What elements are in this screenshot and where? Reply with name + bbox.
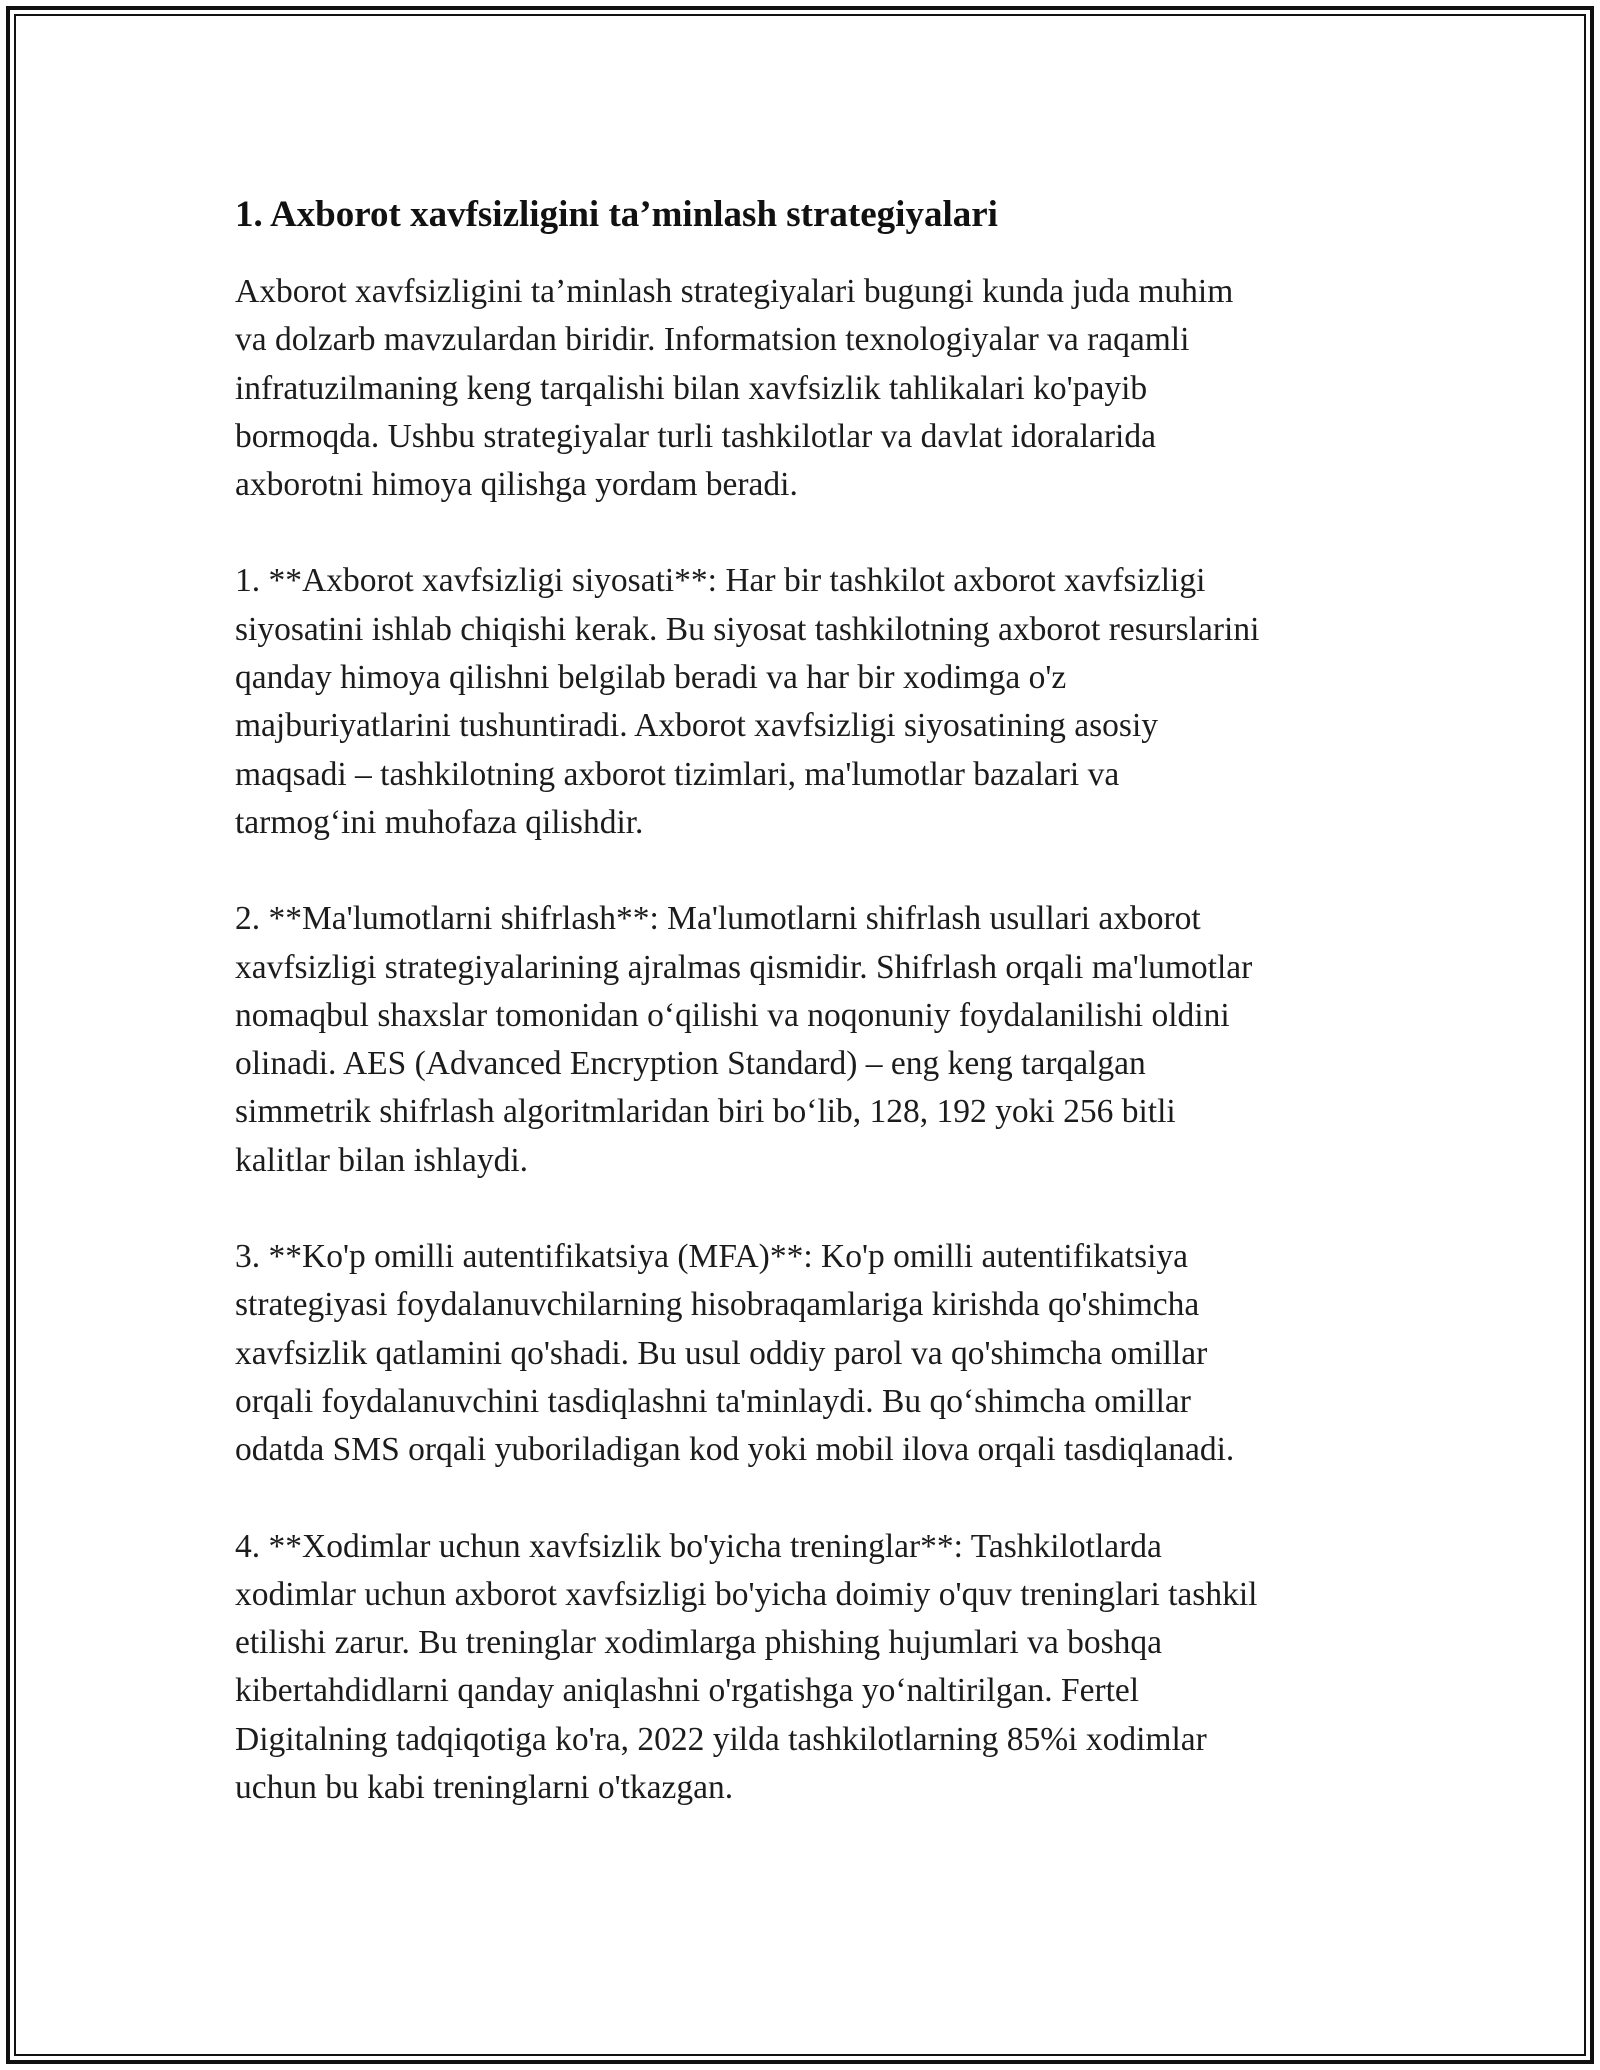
paragraph-security-policy: 1. **Axborot xavfsizligi siyosati**: Har bir tashkilot axborot xavfsizligi siyosatini ishlab chiqishi kerak. Bu siyosat tashkilotning axborot resurslarini qanday himoya qilishni belgilab beradi va har bir xodimga o'z majburiyatlarini tushuntiradi. Axborot xavfsizligi siyosatining asosiy maqsadi – tashkilotning axborot tizimlari, ma'lumotlar bazalari va tarmog‘ini muhofaza qilishdir. xyxy=(235,562,1260,841)
paragraph-data-encryption: 2. **Ma'lumotlarni shifrlash**: Ma'lumotlarni shifrlash usullari axborot xavfsizligi strategiyalarining ajralmas qismidir. Shifrlash orqali ma'lumotlar nomaqbul shaxslar tomonidan o‘qilishi va noqonuniy foydalanilishi oldini olinadi. AES (Advanced Encryption Standard) – eng keng tarqalgan simmetrik shifrlash algoritmlaridan biri bo‘lib, 128, 192 yoki 256 bitli kalitlar bilan ishlaydi. xyxy=(235,900,1253,1179)
paragraph-mfa: 3. **Ko'p omilli autentifikatsiya (MFA)**: Ko'p omilli autentifikatsiya strategiyasi foydalanuvchilarning hisobraqamlariga kirishda qo'shimcha xavfsizlik qatlamini qo'shadi. Bu usul oddiy parol va qo'shimcha omillar orqali foydalanuvchini tasdiqlashni ta'minlaydi. Bu qo‘shimcha omillar odatda SMS orqali yuboriladigan kod yoki mobil ilova orqali tasdiqlanadi. xyxy=(235,1238,1235,1469)
paragraph-staff-training: 4. **Xodimlar uchun xavfsizlik bo'yicha treninglar**: Tashkilotlarda xodimlar uchun axborot xavfsizligi bo'yicha doimiy o'quv treninglari tashkil etilishi zarur. Bu treninglar xodimlarga phishing hujumlari va boshqa kibertahdidlarni qanday aniqlashni o'rgatishga yo‘naltirilgan. Fertel Digitalning tadqiqotiga ko'ra, 2022 yilda tashkilotlarning 85%i xodimlar uchun bu kabi treninglarni o'tkazgan. xyxy=(235,1527,1258,1807)
document-title: 1. Axborot xavfsizligini ta’minlash strategiyalari xyxy=(235,194,998,235)
document-body xyxy=(235,188,1375,1860)
intro-paragraph: Axborot xavfsizligini ta’minlash strategiyalari bugungi kunda juda muhim va dolzarb mavzulardan biridir. Informatsion texnologiyalar va raqamli infratuzilmaning keng tarqalishi bilan xavfsizlik tahlikalari ko'payib bormoqda. Ushbu strategiyalar turli tashkilotlar va davlat idoralarida axborotni himoya qilishga yordam beradi. xyxy=(235,273,1234,504)
